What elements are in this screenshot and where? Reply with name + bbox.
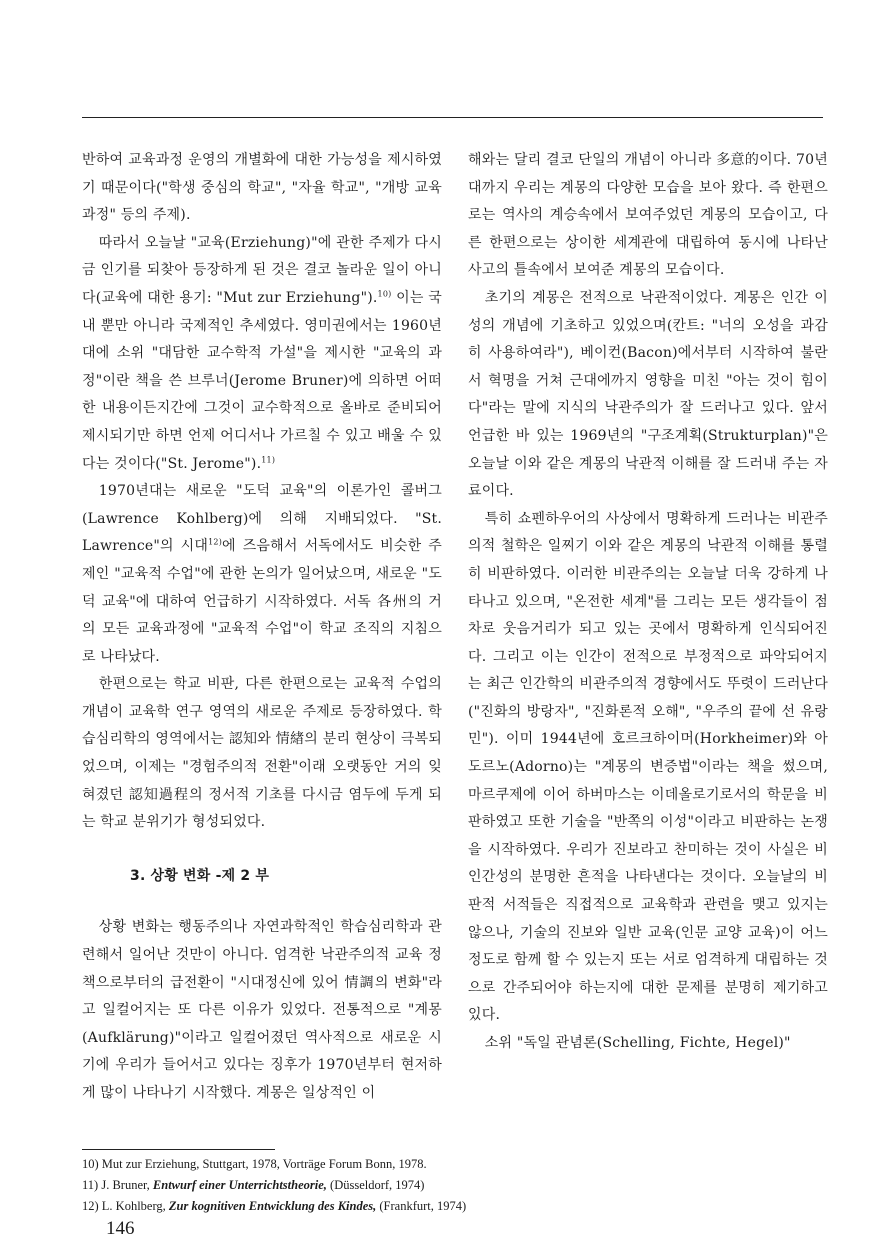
footnote-ref: 12) (208, 537, 223, 547)
footnote-10: 10) Mut zur Erziehung, Stuttgart, 1978, Vorträge Forum Bonn, 1978. (82, 1157, 427, 1171)
header-rule (82, 117, 823, 118)
paragraph: 따라서 오늘날 "교육(Erziehung)"에 관한 주제가 다시금 인기를 되찾아 등장하게 된 것은 결코 놀라운 일이 아니다(교육에 대한 용기: "Mut zur Erziehung").$^{10)}$ 이는 국내 뿐만 아니라 국제적인 추세였다. 영미권에서는 1960년대에 소위 "대담한 교수학적 가설"을 제시한 "교육의 과정"이란 책을 쓴 브루너(Jerome Bruner)에 의하면 어떠한 내용이든지간에 그것이 교수학적으로 올바로 준비되어 제시되기만 하면 언제 어디서나 가르칠 수 있고 배울 수 있다는 것이다("St. Jerome").$^{11)}$ (82, 234, 442, 472)
footnotes (82, 1154, 782, 1217)
paragraph: 1970년대는 새로운 "도덕 교육"의 이론가인 콜버그(Lawrence Kohlberg)에 의해 지배되었다. "St. Lawrence"의 시대$^{12)}$에 즈음해서 서독에서도 비슷한 주제인 "교육적 수업"에 관한 논의가 일어났으며, 새로운 "도덕 교육"에 대하여 언급하기 시작하였다. 서독 各州의 거의 모든 교육과정에 "교육적 수업"이 학교 조직의 지침으로 나타났다. (82, 483, 442, 665)
paragraph: 한편으로는 학교 비판, 다른 한편으로는 교육적 수업의 개념이 교육학 연구 영역의 새로운 주제로 등장하였다. 학습심리학의 영역에서는 認知와 情緖의 분리 현상이 극복되었으며, 이제는 "경험주의적 전환"이래 오랫동안 거의 잊혀졌던 認知過程의 정서적 기초를 다시금 염두에 두게 되는 학교 분위기가 형성되었다. (82, 676, 442, 831)
left-column (82, 147, 442, 1108)
paragraph: 반하여 교육과정 운영의 개별화에 대한 가능성을 제시하였기 때문이다("학생 중심의 학교", "자율 학교", "개방 교육과정" 등의 주제). (82, 152, 442, 224)
footnote-ref: 11) (261, 454, 276, 464)
paragraph: 소위 "독일 관념론(Schelling, Fichte, Hegel)" (484, 1035, 791, 1051)
footnote-ref: 10) (377, 289, 392, 299)
page-number: 146 (106, 1218, 135, 1239)
footnote-12: 12) L. Kohlberg, Zur kognitiven Entwicklung des Kindes, (Frankfurt, 1974) (82, 1199, 467, 1213)
section-heading: 3. 상황 변화 -제 2 부 (130, 867, 270, 884)
paragraph: 해와는 달리 결코 단일의 개념이 아니라 多意的이다. 70년대까지 우리는 계몽의 다양한 모습을 보아 왔다. 즉 한편으로는 역사의 계승속에서 보여주었던 계몽의 모습이고, 다른 한편으로는 상이한 세계관에 대립하여 동시에 나타난 사고의 틀속에서 보여준 계몽의 모습이다. (468, 152, 828, 279)
paragraph: 상황 변화는 행동주의나 자연과학적인 학습심리학과 관련해서 일어난 것만이 아니다. 엄격한 낙관주의적 교육 정책으로부터의 급전환이 "시대정신에 있어 情調의 변화"라고 일컬어지는 또 다른 이유가 있었다. 전통적으로 "계몽(Aufklärung)"이라고 일컬어졌던 역사적으로 새로운 시기에 우리가 들어서고 있다는 징후가 1970년부터 현저하게 많이 나타나기 시작했다. 계몽은 일상적인 이 (82, 919, 442, 1101)
paragraph: 특히 쇼펜하우어의 사상에서 명확하게 드러나는 비관주의적 철학은 일찌기 이와 같은 계몽의 낙관적 이해를 통렬히 비판하였다. 이러한 비관주의는 오늘날 더욱 강하게 나타나고 있으며, "온전한 세계"를 그리는 모든 생각들이 점차로 웃음거리가 되고 있는 곳에서 명확하게 인식되어진다. 그리고 이는 인간이 전적으로 부정적으로 파악되어지는 최근 인간학의 비관주의적 경향에서도 뚜렷이 드러난다("진화의 방랑자", "진화론적 오해", "우주의 끝에 선 유랑민"). 이미 1944년에 호르크하이머(Horkheimer)와 아도르노(Adorno)는 "계몽의 변증법"이라는 책을 썼으며, 마르쿠제에 이어 하버마스는 이데올로기로서의 학문을 비판하였고 또한 기술을 "반쪽의 이성"이라고 비판하는 논쟁을 시작하였다. 우리가 진보라고 찬미하는 것이 사실은 비인간성의 분명한 흔적을 나타낸다는 것이다. 오늘날의 비판적 서적들은 직접적으로 교육학과 관련을 맺고 있지는 않으나, 기술의 진보와 일반 교육(인문 교양 교육)이 어느 정도로 함께 할 수 있는지 또는 서로 엄격하게 대립하는 것으로 간주되어야 하는지에 대한 문제를 분명히 제기하고 있다. (468, 510, 828, 1024)
right-column (468, 147, 828, 1058)
footnote-rule (82, 1149, 275, 1150)
footnote-11: 11) J. Bruner, Entwurf einer Unterrichtstheorie, (Düsseldorf, 1974) (82, 1178, 425, 1192)
paragraph: 초기의 계몽은 전적으로 낙관적이었다. 계몽은 인간 이성의 개념에 기초하고 있었으며(칸트: "너의 오성을 과감히 사용하여라"), 베이컨(Bacon)에서부터 시작하여 불란서 혁명을 거쳐 근대에까지 영향을 미친 "아는 것이 힘이다"라는 말에 지식의 낙관주의가 잘 드러나고 있다. 앞서 언급한 바 있는 1969년의 "구조계획(Strukturplan)"은 오늘날 이와 같은 계몽의 낙관적 이해를 잘 드러내 주는 자료이다. (468, 289, 828, 500)
